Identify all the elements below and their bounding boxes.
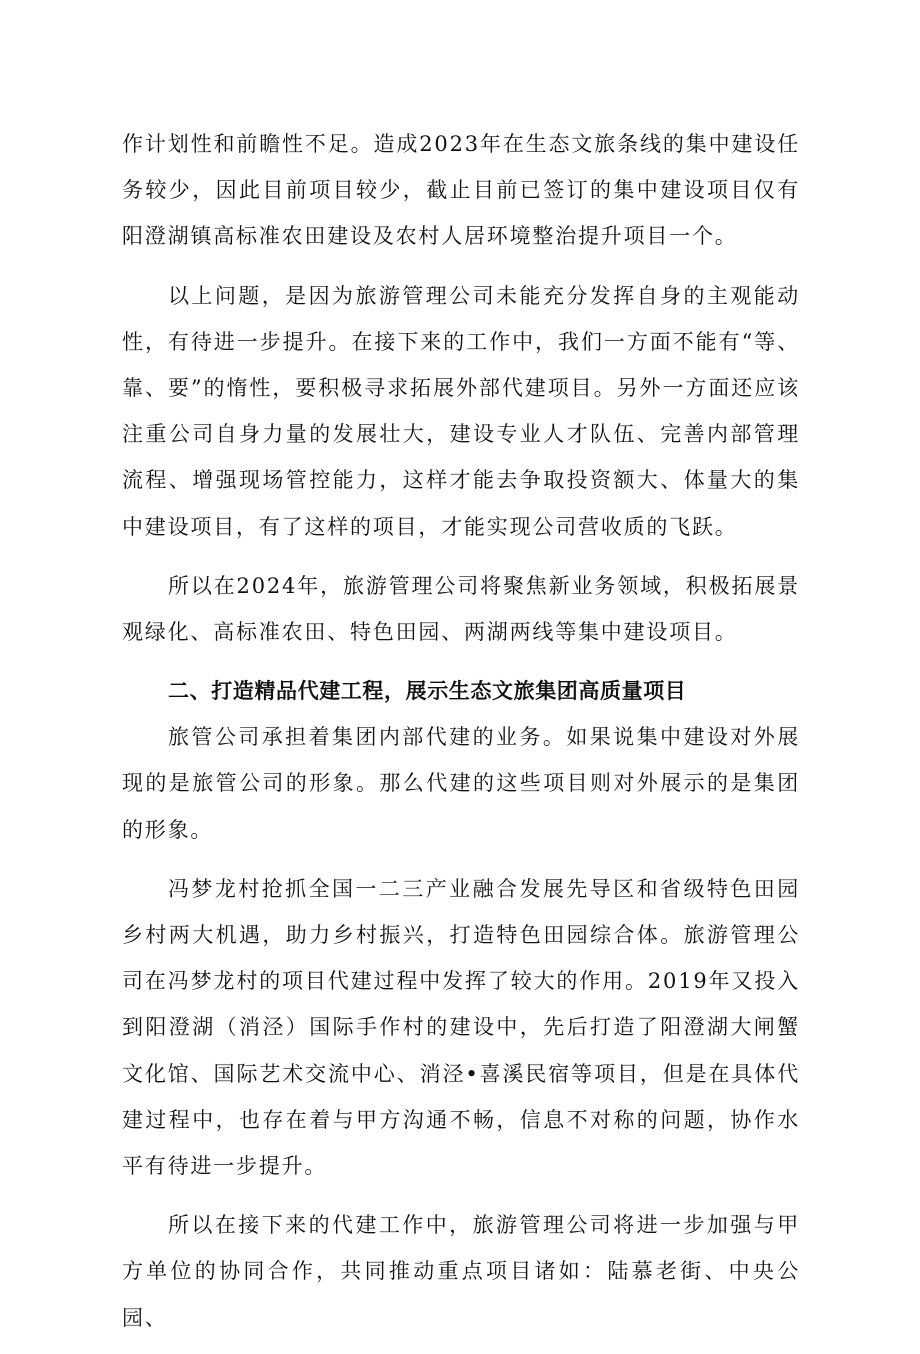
document-body bbox=[122, 121, 800, 1354]
paragraph-next-steps: 所以在接下来的代建工作中，旅游管理公司将进一步加强与甲方单位的协同合作，共同推动重点项目诸如：陆慕老街、中央公园、 bbox=[122, 1213, 800, 1330]
paragraph-fengmenglong-village: 冯梦龙村抢抓全国一二三产业融合发展先导区和省级特色田园乡村两大机遇，助力乡村振兴，打造特色田园综合体。旅游管理公司在冯梦龙村的项目代建过程中发挥了较大的作用。2019年又投入到阳澄湖（消泾）国际手作村的建设中，先后打造了阳澄湖大闸蟹文化馆、国际艺术交流中心、消泾•喜溪民宿等项目，但是在具体代建过程中，也存在着与甲方沟通不畅，信息不对称的问题，协作水平有待进一步提升。 bbox=[122, 876, 800, 1179]
paragraph-2024-plan: 所以在2024年，旅游管理公司将聚焦新业务领域，积极拓展景观绿化、高标准农田、特色田园、两湖两线等集中建设项目。 bbox=[122, 573, 800, 645]
paragraph-issues: 以上问题，是因为旅游管理公司未能充分发挥自身的主观能动性，有待进一步提升。在接下来的工作中，我们一方面不能有“等、靠、要”的惰性，要积极寻求拓展外部代建项目。另外一方面还应该注重公司自身力量的发展壮大，建设专业人才队伍、完善内部管理流程、增强现场管控能力，这样才能去争取投资额大、体量大的集中建设项目，有了这样的项目，才能实现公司营收质的飞跃。 bbox=[122, 283, 800, 539]
paragraph-continuation: 作计划性和前瞻性不足。造成2023年在生态文旅条线的集中建设任务较少，因此目前项目较少，截止目前已签订的集中建设项目仅有阳澄湖镇高标准农田建设及农村人居环境整治提升项目一个。 bbox=[122, 132, 800, 249]
section-heading: 二、打造精品代建工程，展示生态文旅集团高质量项目 bbox=[168, 679, 687, 704]
paragraph-agent-construction: 旅管公司承担着集团内部代建的业务。如果说集中建设对外展现的是旅管公司的形象。那么代建的这些项目则对外展示的是集团的形象。 bbox=[122, 725, 800, 842]
